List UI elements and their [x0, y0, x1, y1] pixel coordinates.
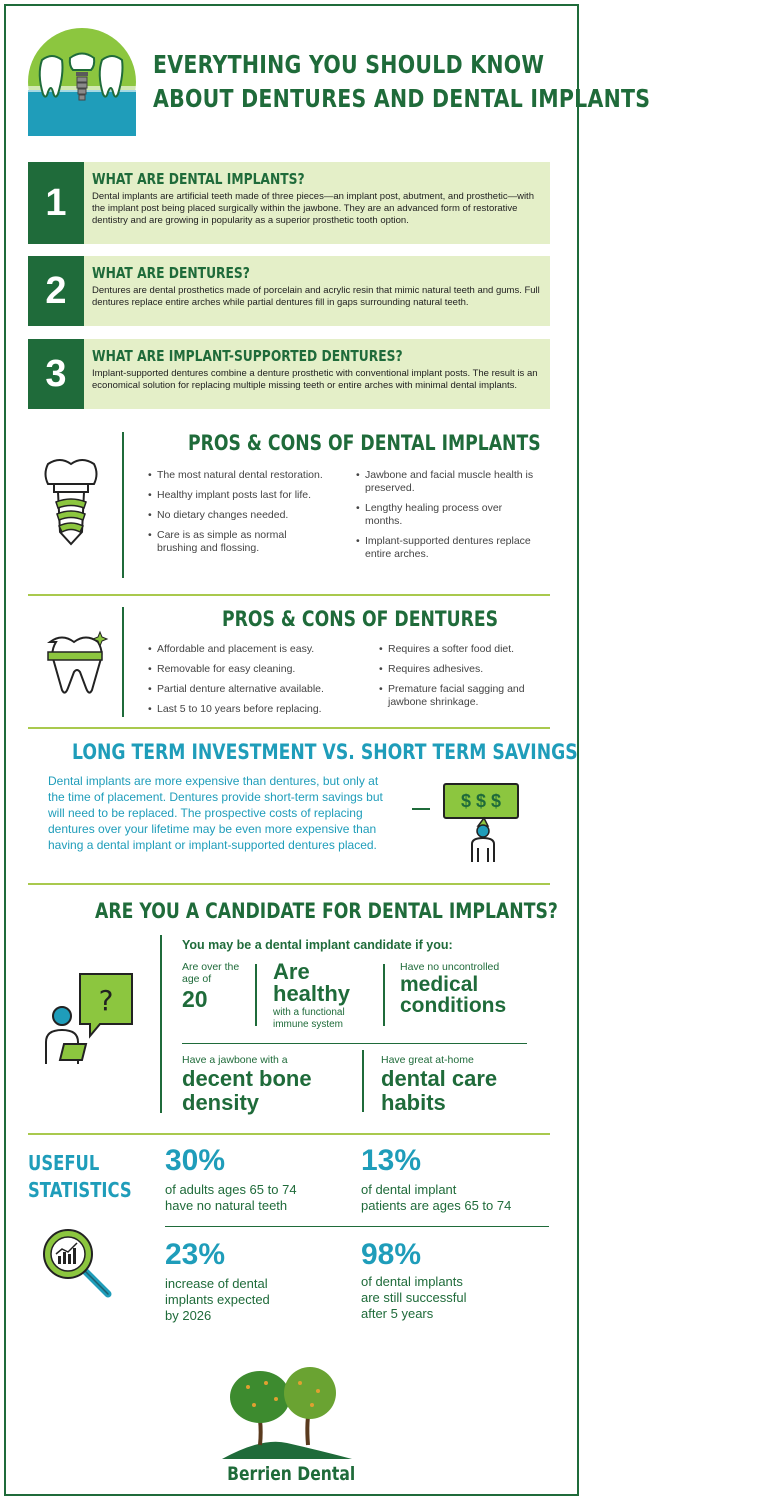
criteria-small: Have no uncontrolled	[400, 961, 500, 973]
thinking-person-icon	[30, 970, 140, 1066]
stat-text: of adults ages 65 to 74 have no natural teeth	[165, 1182, 297, 1213]
list-item: • No dietary changes needed.	[148, 509, 328, 522]
stat-text: of dental implant patients are ages 65 to 74	[361, 1182, 512, 1213]
question-row	[28, 339, 550, 409]
investment-text: Dental implants are more expensive than dentures, but only at the time of placement. Dentures provide short-term savings but will need to be replaced. The prospective costs of replacing dentures over your lifetime may be even more expensive than having a dental implant or implant-supported dentures placed.	[48, 774, 383, 852]
divider	[165, 1226, 549, 1227]
criteria-big: dental care habits	[381, 1066, 498, 1115]
cons-list	[356, 469, 536, 568]
criteria-small: Have a jawbone with a	[182, 1054, 288, 1066]
question-row	[28, 256, 550, 326]
stat-value: 13%	[361, 1144, 422, 1177]
divider	[182, 1043, 527, 1044]
criteria-big: decent bone density	[182, 1066, 312, 1115]
question-title: WHAT ARE DENTAL IMPLANTS?	[92, 170, 305, 188]
denture-icon	[44, 630, 106, 694]
question-row	[28, 162, 550, 244]
divider	[122, 607, 124, 717]
question-mark: ?	[98, 984, 114, 1017]
list-item: • Last 5 to 10 years before replacing.	[148, 703, 358, 716]
list-item: • Jawbone and facial muscle health is preserved.	[356, 469, 536, 495]
stat-value: 30%	[165, 1144, 226, 1177]
title-line-2: ABOUT DENTURES AND DENTAL IMPLANTS	[153, 84, 651, 113]
brand-name: Berrien Dental	[227, 1463, 356, 1485]
title-line-1: EVERYTHING YOU SHOULD KNOW	[153, 50, 545, 79]
list-item: • Partial denture alternative available.	[148, 683, 358, 696]
divider	[122, 432, 124, 578]
criteria-small: Have great at-home	[381, 1054, 474, 1066]
list-item: • The most natural dental restoration.	[148, 469, 328, 482]
list-item: • Requires a softer food diet.	[379, 643, 549, 656]
divider	[28, 1133, 550, 1135]
criteria-big: 20	[182, 986, 208, 1012]
section-title: PROS & CONS OF DENTURES	[222, 607, 499, 631]
question-text: Dentures are dental prosthetics made of porcelain and acrylic resin that mimic natural teeth and gums. Full dentures replace entire arches while partial dentures fill in gaps surrounding natural teeth.	[92, 285, 540, 309]
divider	[28, 883, 550, 885]
list-item: • Removable for easy cleaning.	[148, 663, 358, 676]
list-item: • Affordable and placement is easy.	[148, 643, 358, 656]
question-number: 3	[28, 339, 84, 409]
list-item: • Premature facial sagging and jawbone shrinkage.	[379, 683, 549, 709]
candidate-intro: You may be a dental implant candidate if you:	[182, 938, 453, 952]
implant-icon	[40, 458, 102, 548]
teeth-icon	[28, 28, 136, 136]
divider	[160, 935, 162, 1113]
question-text: Dental implants are artificial teeth made of three pieces—an implant post, abutment, and prosthetic—with the implant post being placed surgically within the jawbone. They are an advanced form of restorative dentistry and are growing in popularity as a superior prosthetic tooth option.	[92, 191, 534, 227]
question-title: WHAT ARE DENTURES?	[92, 264, 250, 282]
list-item: • Healthy implant posts last for life.	[148, 489, 328, 502]
criteria-small: Are over the age of	[182, 961, 240, 985]
pros-list	[148, 643, 358, 723]
cons-list	[379, 643, 549, 716]
list-item: • Requires adhesives.	[379, 663, 549, 676]
pros-list	[148, 469, 328, 562]
divider	[28, 727, 550, 729]
section-title: LONG TERM INVESTMENT VS. SHORT TERM SAVINGS	[72, 740, 578, 764]
list-item: • Implant-supported dentures replace entire arches.	[356, 535, 536, 561]
criteria-small: with a functional immune system	[273, 1007, 345, 1030]
stats-label: USEFUL STATISTICS	[28, 1151, 132, 1202]
page-title	[153, 48, 759, 116]
tooth-logo	[28, 28, 136, 136]
trees-logo-icon	[220, 1365, 354, 1461]
question-text: Implant-supported dentures combine a denture prosthetic with conventional implant posts. The result is an economical solution for replacing multiple missing teeth or entire arches with minimal dental implants.	[92, 368, 538, 392]
connector	[412, 808, 430, 810]
stat-text: of dental implants are still successful after 5 years	[361, 1274, 467, 1321]
stat-text: increase of dental implants expected by 2026	[165, 1276, 270, 1323]
stat-value: 23%	[165, 1238, 226, 1271]
person-icon	[466, 818, 500, 864]
question-title: WHAT ARE IMPLANT-SUPPORTED DENTURES?	[92, 347, 403, 365]
divider	[362, 1050, 364, 1112]
criteria-big: medical conditions	[400, 973, 507, 1017]
magnifier-chart-icon	[40, 1226, 114, 1300]
criteria-big: Are healthy	[273, 959, 351, 1006]
divider	[255, 964, 257, 1026]
section-title: ARE YOU A CANDIDATE FOR DENTAL IMPLANTS?	[95, 899, 558, 923]
section-title: PROS & CONS OF DENTAL IMPLANTS	[188, 431, 541, 455]
question-number: 2	[28, 256, 84, 326]
list-item: • Care is as simple as normal brushing and flossing.	[148, 529, 328, 555]
question-number: 1	[28, 162, 84, 244]
divider	[383, 964, 385, 1026]
stat-value: 98%	[361, 1238, 422, 1271]
list-item: • Lengthy healing process over months.	[356, 502, 536, 528]
divider	[28, 594, 550, 596]
money-bubble-icon: $ $ $	[443, 783, 519, 819]
